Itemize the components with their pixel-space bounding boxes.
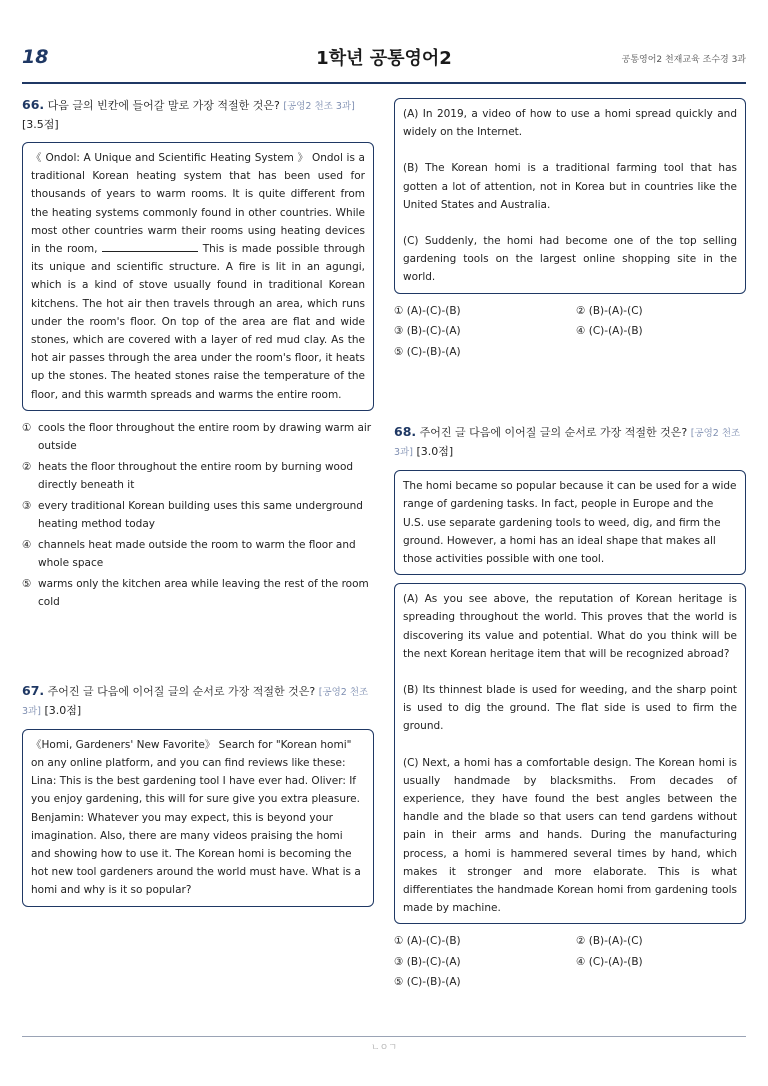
option-mark: ②: [22, 460, 32, 473]
paragraph-c: (C) Next, a homi has a comfortable design. The Korean homi is usually handmade by blacksmiths. From decades of experience, they have found the best angles between the handle and the blade so that users can tend gardens without pain in their arms and hands. During the manufacturing process, a homi is hammered several times by hand, which makes it stronger and more elaborate. This is what differentiates the handmade Korean homi from gardening tools made by machine.: [403, 756, 737, 915]
question-prompt: 다음 글의 빈칸에 들어갈 말로 가장 적절한 것은?: [47, 99, 280, 112]
answer-option-4[interactable]: ④ (C)-(A)-(B): [576, 325, 643, 338]
question-66: [22, 96, 374, 612]
option-mark: ⑤: [22, 577, 32, 590]
page-title: 1학년 공통영어2: [316, 48, 452, 69]
question-67: [22, 682, 374, 907]
ordering-paragraphs-box: [394, 98, 746, 294]
option-text: heats the floor throughout the entire room by burning wood directly beneath it: [38, 460, 354, 492]
option-text: channels heat made outside the room to warm the floor and whole space: [38, 538, 356, 570]
question-number: 67.: [22, 682, 45, 698]
header-divider: [22, 82, 746, 84]
answer-option-4[interactable]: [22, 536, 374, 573]
right-column: [394, 96, 746, 992]
question-tag: [공영2 천조 3과]: [283, 101, 355, 112]
passage-box: [22, 142, 374, 411]
question-prompt: 주어진 글 다음에 이어질 글의 순서로 가장 적절한 것은?: [419, 426, 688, 440]
page-header: [22, 40, 746, 76]
paragraph-a: (A) In 2019, a video of how to use a homi spread quickly and widely on the Internet.: [403, 108, 737, 139]
paragraph-b: (B) The Korean homi is a traditional farming tool that has gotten a lot of attention, not in Korea but in countries like the United States and Australia.: [403, 162, 737, 211]
given-passage-box: [22, 729, 374, 907]
answer-option-2[interactable]: [22, 458, 374, 495]
question-67-continued: [394, 98, 746, 361]
answer-option-5[interactable]: ⑤ (C)-(B)-(A): [394, 976, 461, 989]
answer-option-1[interactable]: ① (A)-(C)-(B): [394, 935, 461, 948]
question-67-heading: [22, 682, 374, 721]
answer-options: [22, 419, 374, 612]
left-column: [22, 96, 374, 915]
question-68-heading: [394, 423, 746, 462]
footer-text: ㄴㅇㄱ: [370, 1043, 398, 1053]
question-prompt: 주어진 글 다음에 이어질 글의 순서로 가장 적절한 것은?: [47, 684, 316, 698]
option-mark: ④: [22, 538, 32, 551]
answer-option-5[interactable]: ⑤ (C)-(B)-(A): [394, 345, 461, 358]
answer-option-4[interactable]: ④ (C)-(A)-(B): [576, 955, 643, 968]
question-tag: [공영2 천조 3과]: [22, 686, 369, 717]
question-points: [3.0점]: [44, 703, 82, 717]
question-points: [3.5점]: [22, 118, 59, 131]
paragraph-b: (B) Its thinnest blade is used for weeding, and the sharp point is used to dig the ground. The flat side is used to firm the ground.: [403, 683, 737, 733]
paragraph-a: (A) As you see above, the reputation of Korean heritage is spreading throughout the world. This proves that the world is discovering its value and potential. What do you think will be the next Korean heritage item that will be recognized abroad?: [403, 593, 737, 660]
answer-option-2[interactable]: ② (B)-(A)-(C): [576, 304, 643, 317]
option-mark: ①: [22, 421, 32, 434]
option-text: cools the floor throughout the entire room by drawing warm air outside: [38, 421, 372, 453]
question-66-heading: [22, 96, 374, 134]
answer-option-1[interactable]: [22, 419, 374, 456]
given-passage-box: [394, 470, 746, 575]
answer-options: [394, 932, 746, 992]
question-tag: [공영2 천조 3과]: [394, 428, 741, 459]
answer-option-3[interactable]: ③ (B)-(C)-(A): [394, 955, 461, 968]
option-text: every traditional Korean building uses this same underground heating method today: [38, 499, 363, 531]
question-number: 68.: [394, 424, 417, 440]
given-passage-text: 《Homi, Gardeners' New Favorite》 Search for "Korean homi" on any online platform, and you can find reviews like these: Lina: This is the best gardening tool I have ever had. Oliver: If you enjoy gardening, this will for sure give you extra pleasure. Benjamin: Whatever you may expect, this is beyond your imagination. Also, there are many videos praising the homi and showing how to use it. The Korean homi is becoming the hot new tool gardeners around the world must have. What is a homi and why is it so popular?: [31, 738, 361, 897]
page-subtitle: 공통영어2 천재교육 조수경 3과: [621, 55, 746, 65]
question-68: [394, 423, 746, 992]
option-mark: ③: [22, 499, 32, 512]
passage-text-after-blank: This is made possible through its unique and scientific structure. A fire is lit in an agungi, which is a kind of stove usually found in traditional Korean kitchens. The hot air then travels through an area, which runs under the room's floor. On top of the area are flat and wide stones, which are covered with a layer of red mud clay. As the hot air passes through the area under the room's floor, it heats up the stones. The heated stones raise the temperature of the floor, and this warmth spreads and warms the entire room.: [31, 243, 366, 401]
ordering-paragraphs-box: [394, 583, 746, 924]
answer-blank: [102, 241, 198, 252]
answer-option-3[interactable]: [22, 497, 374, 534]
question-number: 66.: [22, 97, 45, 112]
question-points: [3.0점]: [416, 445, 454, 459]
passage-text-before-blank: 《 Ondol: A Unique and Scientific Heating System 》 Ondol is a traditional Korean heating system that has been used for thousands of years to warm rooms. It is quite different from the heating systems commonly found in other countries. While most other countries warm their rooms using heating devices in the room,: [31, 152, 365, 256]
page-number: 18: [22, 46, 49, 68]
answer-options: [394, 302, 746, 362]
given-passage-text: The homi became so popular because it can be used for a wide range of gardening tasks. In fact, people in Europe and the U.S. use separate gardening tools to weed, dig, and firm the ground. However, a homi has an ideal shape that makes all those activities possible with one tool.: [403, 480, 737, 565]
answer-option-3[interactable]: ③ (B)-(C)-(A): [394, 325, 461, 338]
paragraph-c: (C) Suddenly, the homi had become one of the top selling gardening tools on the largest online shopping site in the world.: [403, 235, 737, 284]
footer-divider: [22, 1036, 746, 1037]
answer-option-1[interactable]: ① (A)-(C)-(B): [394, 304, 461, 317]
answer-option-5[interactable]: [22, 575, 374, 612]
option-text: warms only the kitchen area while leaving the rest of the room cold: [38, 577, 369, 609]
answer-option-2[interactable]: ② (B)-(A)-(C): [576, 935, 643, 948]
